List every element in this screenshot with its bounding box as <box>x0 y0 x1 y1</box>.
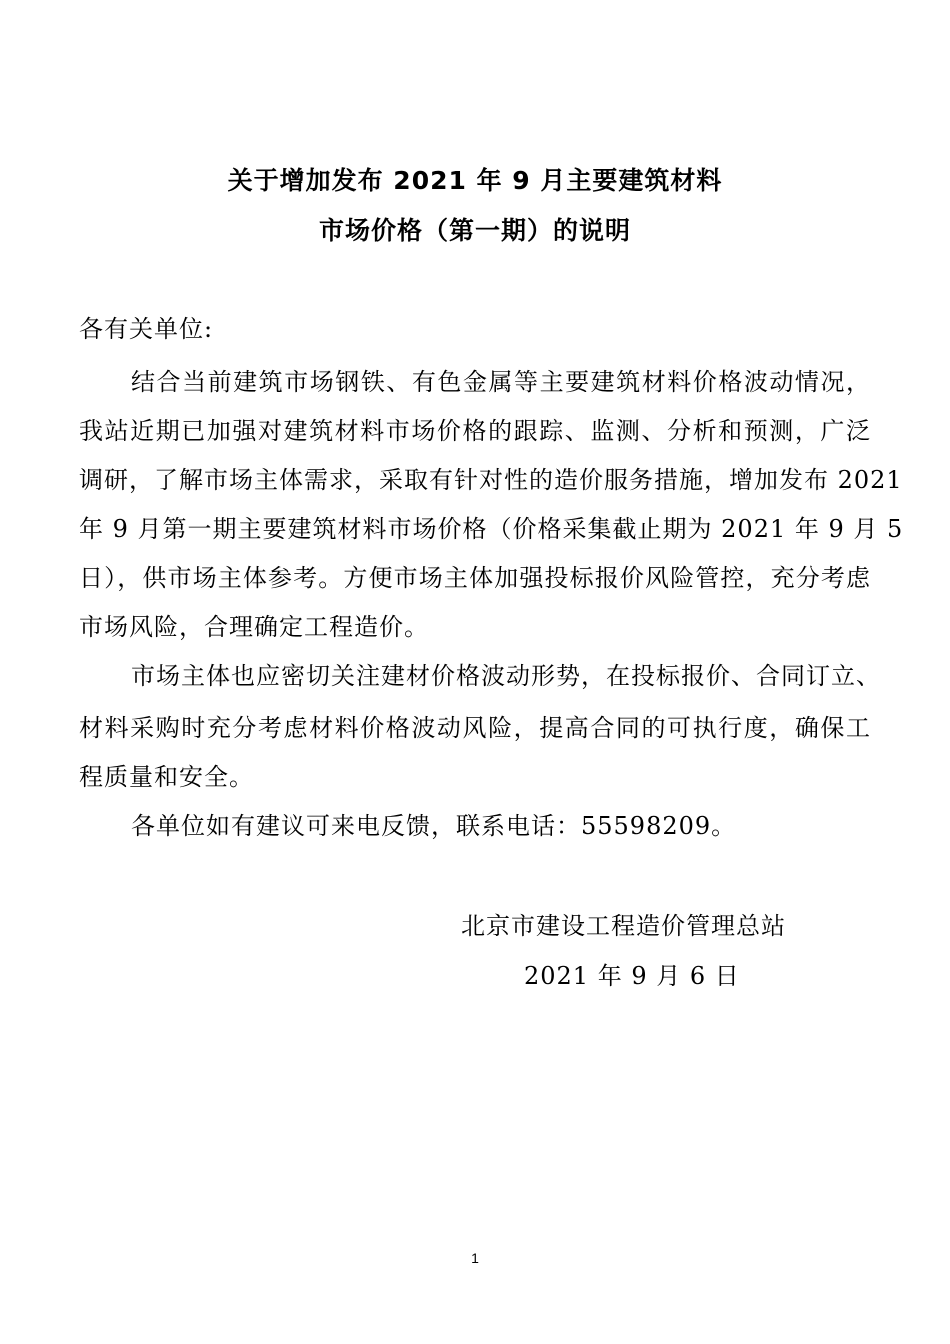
page-number: 1 <box>471 1250 479 1266</box>
salutation: 各有关单位: <box>79 315 214 343</box>
paragraph-1-line-1: 结合当前建筑市场钢铁、有色金属等主要建筑材料价格波动情况， <box>131 368 871 396</box>
paragraph-2-line-3: 程质量和安全。 <box>79 763 254 791</box>
title-line-1: 关于增加发布 2021 年 9 月主要建筑材料 <box>227 166 723 195</box>
title-line-2: 市场价格（第一期）的说明 <box>318 216 631 245</box>
paragraph-2-line-1: 市场主体也应密切关注建材价格波动形势，在投标报价、合同订立、 <box>131 662 881 690</box>
paragraph-1-line-5: 日），供市场主体参考。方便市场主体加强投标报价风险管控，充分考虑 <box>79 564 871 592</box>
paragraph-3-line-1: 各单位如有建议可来电反馈，联系电话：55598209。 <box>131 812 737 840</box>
paragraph-1-line-4: 年 9 月第一期主要建筑材料市场价格（价格采集截止期为 2021 年 9 月 5 <box>79 515 904 543</box>
signature-date: 2021 年 9 月 6 日 <box>524 962 740 990</box>
paragraph-1-line-6: 市场风险，合理确定工程造价。 <box>79 613 429 641</box>
paragraph-1-line-3: 调研，了解市场主体需求，采取有针对性的造价服务措施，增加发布 2021 <box>79 466 903 494</box>
paragraph-2-line-2: 材料采购时充分考虑材料价格波动风险，提高合同的可执行度，确保工 <box>79 714 871 742</box>
paragraph-1-line-2: 我站近期已加强对建筑材料市场价格的跟踪、监测、分析和预测，广泛 <box>79 417 871 445</box>
signature-organization: 北京市建设工程造价管理总站 <box>461 912 786 940</box>
